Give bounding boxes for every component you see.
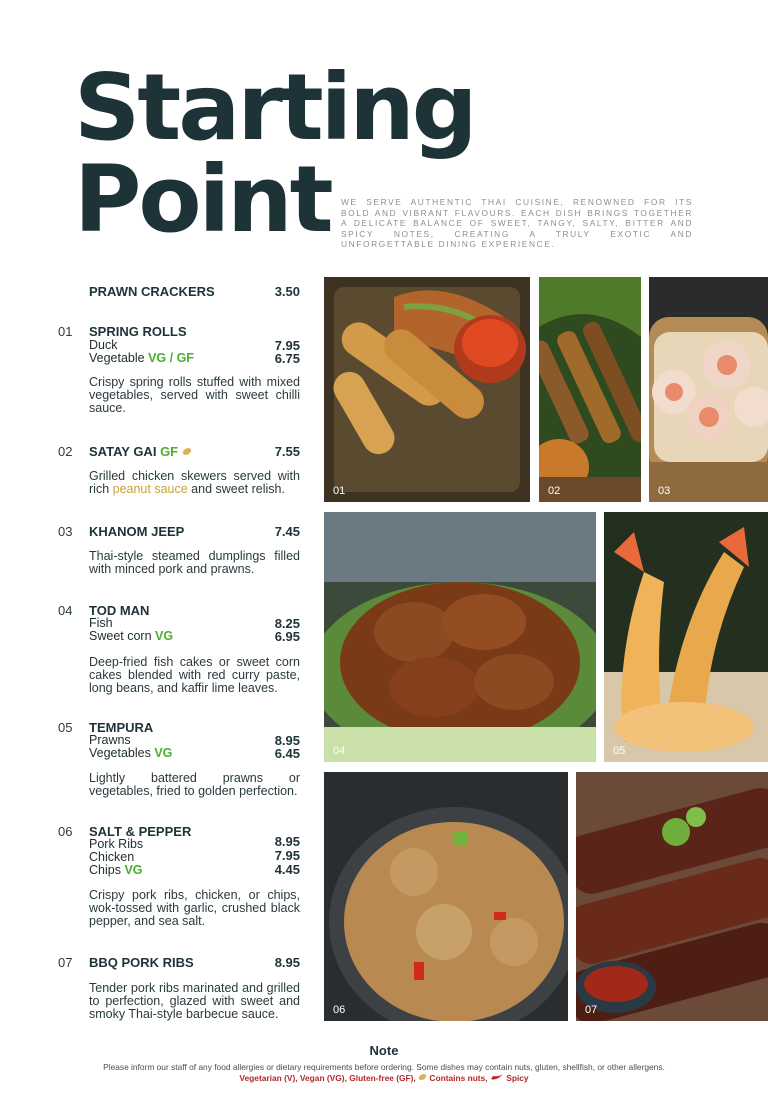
item-number: 02 <box>58 444 73 459</box>
diet-tag: VG <box>124 863 143 877</box>
option-price: 6.45 <box>274 746 300 761</box>
item-name: SATAY GAI GF <box>89 444 192 459</box>
title-line-1: Starting <box>74 54 475 161</box>
item-description: Crispy pork ribs, chicken, or chips, wok-tossed with garlic, crushed black pepper, and sea salt. <box>89 888 300 928</box>
option-label: Duck <box>89 338 118 352</box>
item-number: 06 <box>58 824 73 839</box>
intro-text: WE SERVE AUTHENTIC THAI CUISINE, RENOWNED FOR ITS BOLD AND VIBRANT FLAVOURS. EACH DISH BRINGS TOGETHER A DELICATE BALANCE OF SWEET, TANGY, SALTY, BITTER AND SPICY NOTES, CREATING A TRULY EXOTIC AND UNFORGETTABLE DINING EXPERIENCE. <box>341 197 693 250</box>
item-name: PRAWN CRACKERS <box>89 284 215 299</box>
option-label: Prawns <box>89 733 131 747</box>
item-name: KHANOM JEEP <box>89 524 185 539</box>
photo-spring-rolls <box>324 277 530 502</box>
photo-label: 05 <box>613 745 626 757</box>
diet-tag: VG <box>155 629 174 643</box>
item-number: 04 <box>58 603 73 618</box>
highlight-peanut-sauce: peanut sauce <box>112 482 188 496</box>
photo-label: 04 <box>333 745 346 757</box>
option-price: 6.95 <box>274 629 300 644</box>
photo-label: 06 <box>333 1004 346 1016</box>
option-label: Vegetable VG / GF <box>89 351 194 365</box>
note-legend: Vegetarian (V), Vegan (VG), Gluten-free (GF), Contains nuts, Spicy <box>239 1073 529 1083</box>
item-number: 01 <box>58 324 73 339</box>
item-number: 05 <box>58 720 73 735</box>
option-price: 4.45 <box>274 862 300 877</box>
photo-label: 02 <box>548 485 561 497</box>
item-name: TEMPURA <box>89 720 154 735</box>
option-price: 8.25 <box>274 616 300 631</box>
option-price: 7.95 <box>274 848 300 863</box>
item-description: Lightly battered prawns or vegetables, fried to golden perfection. <box>89 771 300 798</box>
option-label: Chicken <box>89 850 135 864</box>
photo-label: 01 <box>333 485 346 497</box>
diet-tag: VG <box>154 746 173 760</box>
item-description: Crispy spring rolls stuffed with mixed vegetables, served with sweet chilli sauce. <box>89 375 300 415</box>
photo-label: 07 <box>585 1004 598 1016</box>
photo-satay <box>539 277 641 502</box>
photo-dumplings <box>649 277 768 502</box>
nut-icon <box>418 1073 427 1083</box>
item-number: 07 <box>58 955 73 970</box>
photo-label: 03 <box>658 485 671 497</box>
option-label: Fish <box>89 616 113 630</box>
item-description: Thai-style steamed dumplings filled with minced pork and prawns. <box>89 549 300 576</box>
note-title: Note <box>369 1043 399 1058</box>
photo-fish-cakes <box>324 512 596 762</box>
option-price: 8.95 <box>274 834 300 849</box>
item-price: 7.45 <box>274 524 300 539</box>
item-description: Deep-fried fish cakes or sweet corn cakes blended with red curry paste, long beans, and kaffir lime leaves. <box>89 655 300 695</box>
photo-salt-pepper <box>324 772 568 1021</box>
item-description: Tender pork ribs marinated and grilled to perfection, glazed with sweet and smoky Thai-style barbecue sauce. <box>89 981 300 1021</box>
option-label: Sweet corn VG <box>89 629 174 643</box>
photo-bbq-ribs <box>576 772 768 1021</box>
option-price: 6.75 <box>274 351 300 366</box>
item-price: 7.55 <box>274 444 300 459</box>
option-price: 7.95 <box>274 338 300 353</box>
chilli-icon <box>490 1073 504 1083</box>
note-text: Please inform our staff of any food allergies or dietary requirements before ordering. Some dishes may contain nuts, gluten, shellfish, or other allergens. <box>103 1062 665 1072</box>
photo-tempura <box>604 512 768 762</box>
title-line-2: Point <box>74 146 331 253</box>
nut-icon <box>182 444 192 459</box>
item-name: SPRING ROLLS <box>89 324 187 339</box>
item-price: 8.95 <box>274 955 300 970</box>
option-label: Vegetables VG <box>89 746 173 760</box>
item-name: SALT & PEPPER <box>89 824 192 839</box>
option-price: 8.95 <box>274 733 300 748</box>
item-price: 3.50 <box>274 284 300 299</box>
diet-tag: VG / GF <box>148 351 194 365</box>
item-name: BBQ PORK RIBS <box>89 955 194 970</box>
item-description: Grilled chicken skewers served with rich peanut sauce and sweet relish. <box>89 469 300 496</box>
diet-tag: GF <box>160 444 179 459</box>
item-number: 03 <box>58 524 73 539</box>
option-label: Pork Ribs <box>89 837 144 851</box>
option-label: Chips VG <box>89 863 143 877</box>
item-name: TOD MAN <box>89 603 150 618</box>
